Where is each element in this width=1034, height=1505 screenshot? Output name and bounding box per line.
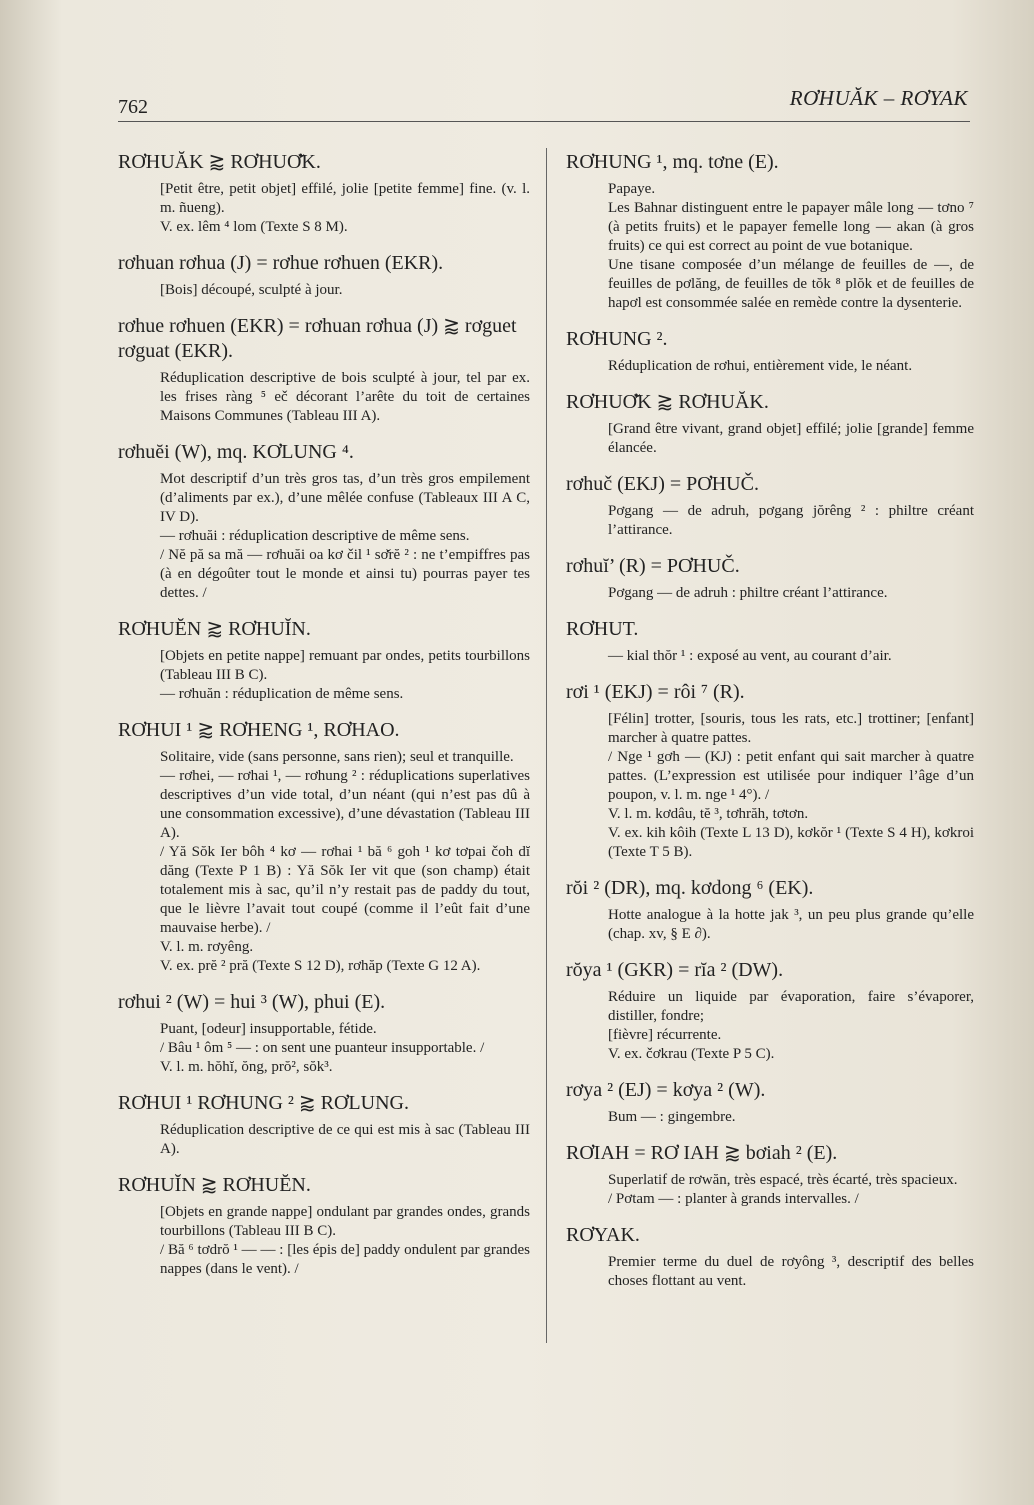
definition-line: Papaye. xyxy=(608,181,656,197)
entry-definition xyxy=(608,988,974,1064)
definition-line: Premier terme du duel de rơyông ³, descriptif des belles choses flottant au vent. xyxy=(608,1254,974,1289)
entry-definition xyxy=(160,1020,530,1077)
dictionary-entry xyxy=(566,554,974,603)
entry-definition xyxy=(160,1121,530,1159)
entry-definition xyxy=(160,1203,530,1279)
entry-definition xyxy=(160,647,530,704)
definition-line: — rơhuăi : réduplication descriptive de même sens. xyxy=(160,528,470,544)
entry-definition xyxy=(608,1171,974,1209)
entry-headword: rơi ¹ (EKJ) = rôi ⁷ (R). xyxy=(566,681,745,703)
dictionary-entry xyxy=(566,1078,974,1127)
entry-headword: RƠHUNG ². xyxy=(566,328,668,350)
left-column xyxy=(118,150,530,1293)
entry-headword: RƠHUĂK ⪆ RƠHUƠ̆K. xyxy=(118,151,321,173)
page-number: 762 xyxy=(118,96,148,118)
entry-headword: RƠIAH = RƠ IAH ⪆ bơiah ² (E). xyxy=(566,1142,838,1164)
entry-headword: rŏi ² (DR), mq. kơdong ⁶ (EK). xyxy=(566,877,814,899)
entry-headword: rơhui ² (W) = hui ³ (W), phui (E). xyxy=(118,991,386,1013)
entry-headword: RƠYAK. xyxy=(566,1224,640,1246)
definition-line: / Nĕ pă sa mă — rơhuăi oa kơ čil ¹ sơ̆rĕ ² : ne t’empiffres pas (à en dégoûter tout le monde et ainsi tu) pourras payer tes dettes. / xyxy=(160,547,530,601)
dictionary-entry xyxy=(566,617,974,666)
entry-definition xyxy=(608,180,974,313)
entry-headword: RƠHUT. xyxy=(566,618,639,640)
definition-line: / Bâu ¹ ôm ⁵ — : on sent une puanteur insupportable. / xyxy=(160,1040,485,1056)
entry-definition xyxy=(608,584,974,603)
definition-line: [Félin] trotter, [souris, tous les rats, etc.] trottiner; [enfant] marcher à quatre pattes. xyxy=(608,711,974,746)
dictionary-entry xyxy=(118,440,530,603)
entry-headword: RƠHUI ¹ RƠHUNG ² ⪆ RƠLUNG. xyxy=(118,1092,409,1114)
entry-definition xyxy=(160,369,530,426)
header-rule xyxy=(118,121,970,122)
entry-definition xyxy=(160,180,530,237)
definition-line: — rơhei, — rơhai ¹, — rơhung ² : réduplications superlatives descriptives d’un vide total, d’un néant (qui n’est pas dû à une consommation excessive), d’une dévastation (Tableau III A). xyxy=(160,768,530,841)
dictionary-entry xyxy=(118,718,530,976)
definition-line: V. ex. prĕ ² pră (Texte S 12 D), rơhăp (Texte G 12 A). xyxy=(160,958,481,974)
dictionary-entry xyxy=(118,1091,530,1159)
definition-line: Solitaire, vide (sans personne, sans rien); seul et tranquille. xyxy=(160,749,514,765)
definition-line: [Grand être vivant, grand objet] effilé; jolie [grande] femme élancée. xyxy=(608,421,974,456)
definition-line: Réduplication descriptive de ce qui est mis à sac (Tableau III A). xyxy=(160,1122,530,1157)
entry-definition xyxy=(160,281,530,300)
dictionary-entry xyxy=(118,617,530,704)
dictionary-entry xyxy=(566,1141,974,1209)
definition-line: Bum — : gingembre. xyxy=(608,1109,736,1125)
definition-line: Réduplication de rơhui, entièrement vide, le néant. xyxy=(608,358,913,374)
entry-headword: RƠHUƠ̆K ⪆ RƠHUĂK. xyxy=(566,391,769,413)
definition-line: / Nge ¹ gơh — (KJ) : petit enfant qui sait marcher à quatre pattes. (L’expression est utilisée pour indiquer l’âge d’un poupon, v. l. m. nge ¹ 4°). / xyxy=(608,749,974,803)
definition-line: — rơhuăn : réduplication de même sens. xyxy=(160,686,404,702)
entry-headword: rŏya ¹ (GKR) = rĭa ² (DW). xyxy=(566,959,784,981)
definition-line: / Yă Sŏk Ier bôh ⁴ kơ — rơhai ¹ bă ⁶ goh ¹ kơ tơpai čoh dĭ dăng (Texte P 1 B) : Yă Sŏk Ier vit que (son champ) était totalement mis à sac, qu’il n’y restait pas de paddy du tout, que le lièvre l’avait tout coupé (comme il l’eût fait d’une mauvaise herbe). / xyxy=(160,844,530,936)
entry-headword: RƠHUI ¹ ⪆ RƠHENG ¹, RƠHAO. xyxy=(118,719,400,741)
definition-line: V. l. m. rơyêng. xyxy=(160,939,254,955)
entry-headword: rơhuĭ’ (R) = PƠHUČ. xyxy=(566,555,740,577)
entry-definition xyxy=(608,1253,974,1291)
definition-line: Les Bahnar distinguent entre le papayer mâle long — tơno ⁷ (à petits fruits) et le papayer femelle long — akan (à gros fruits) ce qui est correct au point de vue botanique. xyxy=(608,200,974,254)
dictionary-entry xyxy=(566,958,974,1064)
definition-line: V. l. m. kơdâu, tĕ ³, tơhrăh, tơtơn. xyxy=(608,806,809,822)
definition-line: [Objets en petite nappe] remuant par ondes, petits tourbillons (Tableau III B C). xyxy=(160,648,530,683)
entry-definition xyxy=(608,906,974,944)
entry-headword: rơhue rơhuen (EKR) = rơhuan rơhua (J) ⪆ rơguet rơguat (EKR). xyxy=(118,315,517,362)
entry-definition xyxy=(160,748,530,976)
dictionary-entry xyxy=(118,1173,530,1279)
entry-definition xyxy=(160,470,530,603)
definition-line: V. ex. kih kôih (Texte L 13 D), kơkŏr ¹ (Texte S 4 H), kơkroi (Texte T 5 B). xyxy=(608,825,974,860)
definition-line: [fièvre] récurrente. xyxy=(608,1027,722,1043)
dictionary-entry xyxy=(566,150,974,313)
definition-line: / Bă ⁶ tơdrŏ ¹ — — : [les épis de] paddy ondulent par grandes nappes (dans le vent). / xyxy=(160,1242,530,1277)
definition-line: [Petit être, petit objet] effilé, jolie [petite femme] fine. (v. l. m. ñueng). xyxy=(160,181,530,216)
entry-headword: rơhuan rơhua (J) = rơhue rơhuen (EKR). xyxy=(118,252,444,274)
definition-line: — kial thŏr ¹ : exposé au vent, au courant d’air. xyxy=(608,648,892,664)
right-column xyxy=(566,150,974,1305)
definition-line: Pơgang — de adruh, pơgang jŏrêng ² : philtre créant l’attirance. xyxy=(608,503,974,538)
dictionary-entry xyxy=(566,680,974,862)
definition-line: Réduplication descriptive de bois sculpté à jour, tel par ex. les frises ràng ⁵ eč décorant l’arête du toit de certaines Maisons Communes (Tableau III A). xyxy=(160,370,530,424)
dictionary-entry xyxy=(566,390,974,458)
definition-line: Superlatif de rơwăn, très espacé, très écarté, très spacieux. xyxy=(608,1172,958,1188)
definition-line: [Bois] découpé, sculpté à jour. xyxy=(160,282,343,298)
dictionary-entry xyxy=(566,327,974,376)
entry-headword: RƠHUĬN ⪆ RƠHUĔN. xyxy=(118,1174,311,1196)
entry-headword: RƠHUNG ¹, mq. tơne (E). xyxy=(566,151,779,173)
definition-line: V. ex. čơkrau (Texte P 5 C). xyxy=(608,1046,775,1062)
entry-headword: rơya ² (EJ) = kơya ² (W). xyxy=(566,1079,766,1101)
dictionary-entry xyxy=(118,251,530,300)
definition-line: / Pơtam — : planter à grands intervalles. / xyxy=(608,1191,859,1207)
entry-headword: rơhuč (EKJ) = PƠHUČ. xyxy=(566,473,759,495)
definition-line: Hotte analogue à la hotte jak ³, un peu plus grande qu’elle (chap. xv, § E ∂). xyxy=(608,907,974,942)
definition-line: V. l. m. hŏhĭ, ŏng, prŏ², sŏk³. xyxy=(160,1059,333,1075)
definition-line: V. ex. lêm ⁴ lom (Texte S 8 M). xyxy=(160,219,348,235)
entry-definition xyxy=(608,502,974,540)
dictionary-entry xyxy=(118,990,530,1077)
dictionary-entry xyxy=(118,314,530,426)
entry-definition xyxy=(608,710,974,862)
entry-definition xyxy=(608,647,974,666)
dictionary-entry xyxy=(118,150,530,237)
entry-definition xyxy=(608,420,974,458)
entry-definition xyxy=(608,357,974,376)
dictionary-entry xyxy=(566,876,974,944)
definition-line: Pơgang — de adruh : philtre créant l’attirance. xyxy=(608,585,888,601)
definition-line: Réduire un liquide par évaporation, faire s’évaporer, distiller, fondre; xyxy=(608,989,974,1024)
entry-definition xyxy=(608,1108,974,1127)
dictionary-entry xyxy=(566,472,974,540)
definition-line: Une tisane composée d’un mélange de feuilles de —, de feuilles de pơlăng, de feuilles de tŏk ⁸ plŏk et de feuilles de hapơl est consommée salée en remède contre la dysenterie. xyxy=(608,257,974,311)
definition-line: Mot descriptif d’un très gros tas, d’un très gros empilement (d’aliments par ex.), d’une mêlée confuse (Tableaux III A C, IV D). xyxy=(160,471,530,525)
definition-line: [Objets en grande nappe] ondulant par grandes ondes, grands tourbillons (Tableau III B C). xyxy=(160,1204,530,1239)
running-head: RƠHUĂK – RƠYAK xyxy=(789,86,968,110)
column-divider xyxy=(546,148,547,1343)
dictionary-entry xyxy=(566,1223,974,1291)
entry-headword: rơhuĕi (W), mq. KƠLUNG ⁴. xyxy=(118,441,354,463)
definition-line: Puant, [odeur] insupportable, fétide. xyxy=(160,1021,377,1037)
entry-headword: RƠHUĔN ⪆ RƠHUĬN. xyxy=(118,618,311,640)
